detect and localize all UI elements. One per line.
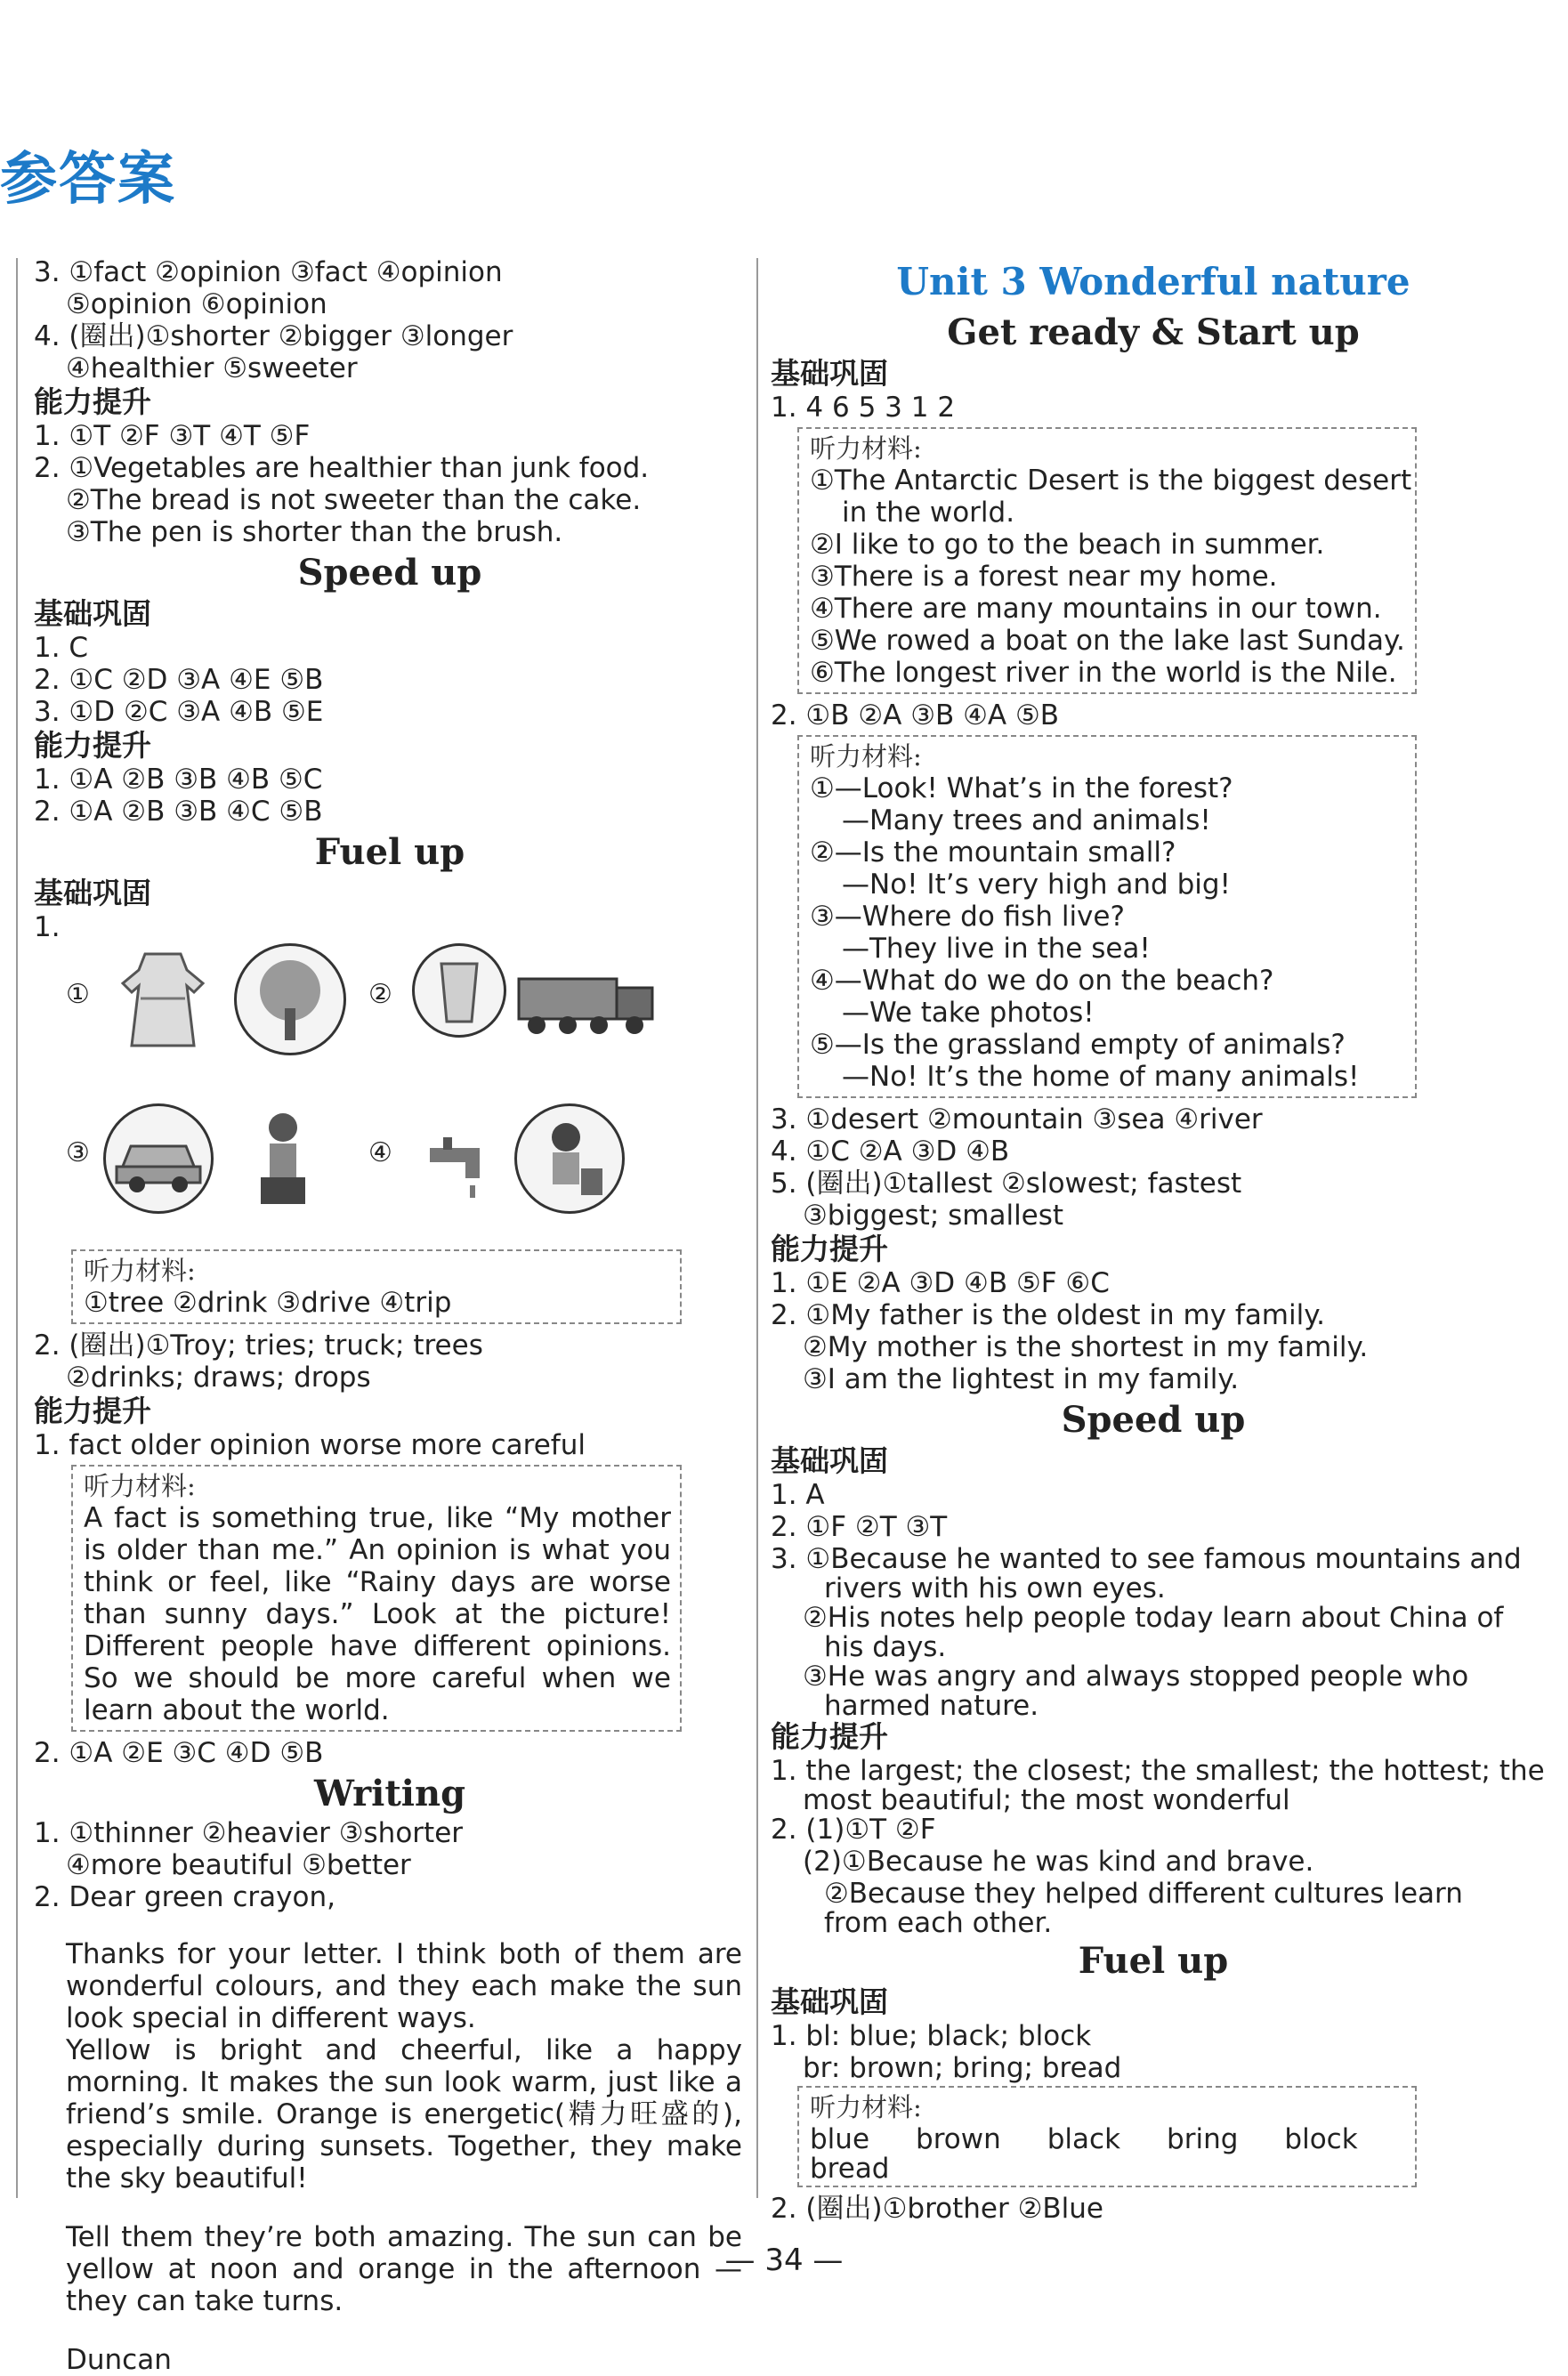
page-number: — 34 — xyxy=(724,2243,844,2278)
dress-icon xyxy=(105,943,221,1059)
listening-line: ①—Look! What’s in the forest? xyxy=(810,772,1233,804)
listening-line: ⑤We rowed a boat on the lake last Sunday. xyxy=(810,625,1405,657)
section-title: Speed up xyxy=(297,552,482,594)
trip-icon xyxy=(514,1103,625,1214)
listening-line: ③—Where do fish live? xyxy=(810,901,1125,933)
listening-line: —No! It’s very high and big! xyxy=(842,869,1231,901)
category-heading: 能力提升 xyxy=(771,1232,888,1266)
answer-line: from each other. xyxy=(824,1907,1053,1939)
left-column xyxy=(34,256,746,2376)
section-title: Get ready & Start up xyxy=(947,311,1360,353)
answer-line: 2. (圈出)①Troy; tries; truck; trees xyxy=(34,1329,483,1362)
listening-title: 听力材料: xyxy=(810,433,922,464)
letter-paragraph: Tell them they’re both amazing. The sun can be yellow at noon and orange in the afternoon — they can take turns. xyxy=(66,2221,742,2317)
listening-line: ⑤—Is the grassland empty of animals? xyxy=(810,1029,1346,1061)
answer-line: 3. ①fact ②opinion ③fact ④opinion xyxy=(34,256,503,288)
picture-number: ② xyxy=(368,979,392,1010)
answer-line: 2. ①Vegetables are healthier than junk food. xyxy=(34,452,650,484)
listening-title: 听力材料: xyxy=(810,2092,922,2122)
answer-line: 1. xyxy=(34,911,61,943)
section-title: Fuel up xyxy=(1078,1940,1229,1982)
listening-line: —We take photos! xyxy=(842,997,1095,1029)
answer-line: 2. ①B ②A ③B ④A ⑤B xyxy=(771,699,1060,731)
listening-line: —No! It’s the home of many animals! xyxy=(842,1061,1360,1093)
category-heading: 能力提升 xyxy=(34,1394,151,1428)
answer-line: ②My mother is the shortest in my family. xyxy=(803,1331,1369,1363)
answer-line: 3. ①desert ②mountain ③sea ④river xyxy=(771,1103,1263,1135)
answer-line: ⑤opinion ⑥opinion xyxy=(66,288,327,320)
drink-icon xyxy=(412,943,506,1038)
listening-line: ④There are many mountains in our town. xyxy=(810,593,1382,625)
category-heading: 能力提升 xyxy=(771,1719,888,1754)
train-icon xyxy=(514,961,657,1041)
listening-line: ①tree ②drink ③drive ④trip xyxy=(84,1287,452,1319)
answer-line: 2. ①A ②E ③C ④D ⑤B xyxy=(34,1737,324,1769)
tree-icon xyxy=(234,943,346,1055)
answer-line: (2)①Because he was kind and brave. xyxy=(803,1846,1314,1878)
answer-line: ②The bread is not sweeter than the cake. xyxy=(66,484,642,516)
child-icon xyxy=(238,1108,327,1215)
answer-line: most beautiful; the most wonderful xyxy=(803,1784,1290,1816)
listening-word: brown xyxy=(916,2123,1001,2155)
listening-line: ①The Antarctic Desert is the biggest desert xyxy=(810,465,1412,497)
answer-line: 2. ①My father is the oldest in my family. xyxy=(771,1299,1326,1331)
listening-word: bring xyxy=(1167,2123,1239,2155)
answer-line: 2. ①A ②B ③B ④C ⑤B xyxy=(34,796,323,828)
answer-line: ③The pen is shorter than the brush. xyxy=(66,516,563,548)
category-heading: 基础巩固 xyxy=(771,1984,888,2019)
answer-line: br: brown; bring; bread xyxy=(803,2052,1122,2084)
answer-line: ③I am the lightest in my family. xyxy=(803,1363,1240,1395)
answer-line: 2. (1)①T ②F xyxy=(771,1814,936,1846)
answer-line: 4. (圈出)①shorter ②bigger ③longer xyxy=(34,320,513,352)
picture-number: ③ xyxy=(66,1137,90,1168)
listening-material-box xyxy=(797,735,1417,1098)
answer-line: harmed nature. xyxy=(824,1690,1039,1722)
answer-line: ③biggest; smallest xyxy=(803,1200,1064,1232)
listening-word: blue xyxy=(810,2123,870,2155)
answer-line: 2. ①C ②D ③A ④E ⑤B xyxy=(34,664,324,696)
answer-line: 1. the largest; the closest; the smallest; the hottest; the xyxy=(771,1755,1545,1787)
listening-word: block xyxy=(1284,2123,1358,2155)
answer-line: 1. ①E ②A ③D ④B ⑤F ⑥C xyxy=(771,1267,1110,1299)
listening-line: —They live in the sea! xyxy=(842,933,1151,965)
answer-line: his days. xyxy=(824,1631,947,1663)
answer-line: 1. bl: blue; black; block xyxy=(771,2020,1092,2052)
answer-line: ③He was angry and always stopped people who xyxy=(803,1661,1469,1693)
category-heading: 能力提升 xyxy=(34,384,151,419)
category-heading: 基础巩固 xyxy=(34,876,151,910)
answer-line: 1. ①A ②B ③B ④B ⑤C xyxy=(34,764,323,796)
answer-line: 1. ①T ②F ③T ④T ⑤F xyxy=(34,420,311,452)
page-banner: 参答案 xyxy=(0,147,176,213)
letter-paragraph: Thanks for your letter. I think both of them are wonderful colours, and they each make the sun look special in different ways. xyxy=(66,1938,742,2034)
answer-line: ④healthier ⑤sweeter xyxy=(66,352,358,384)
car-icon xyxy=(103,1103,214,1214)
column-divider xyxy=(756,258,758,2198)
listening-material-box xyxy=(797,427,1417,694)
listening-title: 听力材料: xyxy=(810,741,922,772)
answer-line: 4. ①C ②A ③D ④B xyxy=(771,1135,1010,1168)
listening-line: —Many trees and animals! xyxy=(842,804,1211,836)
picture-number: ④ xyxy=(368,1137,392,1168)
section-title: Writing xyxy=(313,1773,466,1814)
unit-title: Unit 3 Wonderful nature xyxy=(896,260,1410,303)
answer-line: ②drinks; draws; drops xyxy=(66,1362,371,1394)
left-margin-rule xyxy=(16,258,18,2198)
answer-line: 1. C xyxy=(34,632,89,664)
category-heading: 基础巩固 xyxy=(34,596,151,631)
category-heading: 基础巩固 xyxy=(771,356,888,391)
answer-line: 5. (圈出)①tallest ②slowest; fastest xyxy=(771,1168,1242,1200)
picture-grid xyxy=(34,943,746,1246)
letter-body xyxy=(34,1938,742,2376)
listening-material-box xyxy=(71,1249,682,1324)
right-column xyxy=(771,258,1545,2225)
listening-word: bread xyxy=(810,2153,890,2185)
answer-line: rivers with his own eyes. xyxy=(824,1572,1166,1604)
answer-line: 1. fact older opinion worse more careful xyxy=(34,1429,586,1461)
answer-line: 2. Dear green crayon, xyxy=(34,1881,335,1913)
answer-line: 3. ①Because he wanted to see famous mountains and xyxy=(771,1543,1522,1575)
answer-line: 3. ①D ②C ③A ④B ⑤E xyxy=(34,696,324,728)
listening-title: 听力材料: xyxy=(84,1471,196,1501)
category-heading: 能力提升 xyxy=(34,728,151,763)
listening-line: ②I like to go to the beach in summer. xyxy=(810,529,1325,561)
answer-line: ②His notes help people today learn about China of xyxy=(803,1602,1504,1634)
listening-line: ⑥The longest river in the world is the Nile. xyxy=(810,657,1397,689)
listening-line: ②—Is the mountain small? xyxy=(810,836,1176,869)
letter-signature: Duncan xyxy=(66,2344,172,2376)
listening-line: in the world. xyxy=(842,497,1015,529)
answer-line: 2. (圈出)①brother ②Blue xyxy=(771,2193,1103,2225)
listening-line: ③There is a forest near my home. xyxy=(810,561,1278,593)
listening-line: ④—What do we do on the beach? xyxy=(810,965,1274,997)
answer-line: 1. A xyxy=(771,1479,825,1511)
listening-material-box xyxy=(797,2086,1417,2187)
answer-line: 2. ①F ②T ③T xyxy=(771,1511,948,1543)
picture-number: ① xyxy=(66,979,90,1010)
listening-material-box xyxy=(71,1465,682,1732)
answer-line: ④more beautiful ⑤better xyxy=(66,1849,411,1881)
listening-word: black xyxy=(1047,2123,1121,2155)
answer-line: 1. ①thinner ②heavier ③shorter xyxy=(34,1817,464,1849)
section-title: Speed up xyxy=(1061,1399,1246,1441)
category-heading: 基础巩固 xyxy=(771,1443,888,1478)
word-row xyxy=(810,2123,1406,2155)
tap-icon xyxy=(425,1121,497,1210)
answer-line: ②Because they helped different cultures learn xyxy=(824,1878,1463,1910)
answer-line: 1. 4 6 5 3 1 2 xyxy=(771,392,956,424)
letter-paragraph: Yellow is bright and cheerful, like a happy morning. It makes the sun look warm, just like a friend’s smile. Orange is energetic(精力旺盛的), especially during sunsets. Together, they make the sky beautiful! xyxy=(66,2034,742,2194)
section-title: Fuel up xyxy=(314,831,465,873)
listening-paragraph: A fact is something true, like “My mother is older than me.” An opinion is what you think or feel, like “Rainy days are worse than sunny days.” Look at the picture! Different people have different opinions. So we should be more careful when we learn about the world. xyxy=(84,1502,671,1726)
listening-title: 听力材料: xyxy=(84,1256,196,1286)
